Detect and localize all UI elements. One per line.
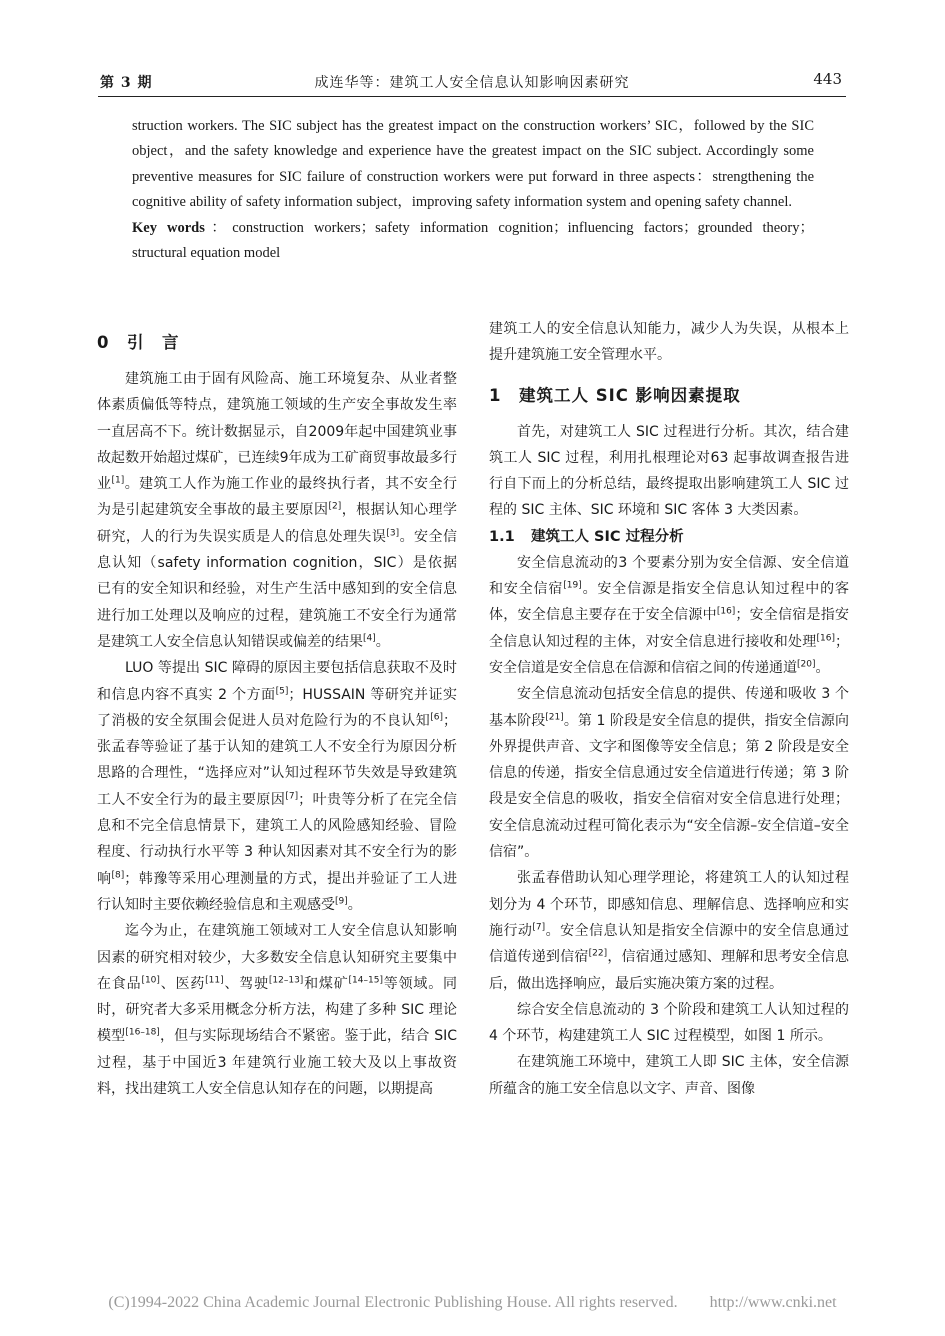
keywords [132,216,814,267]
citation[interactable]: [7] [285,791,299,802]
subsection-paragraph-4: 综合安全信息流动的 3 个阶段和建筑工人认知过程的 4 个环节，构建建筑工人 SIC 过程模型，如图 1 所示。 [489,1001,849,1045]
running-title: 成连华等：建筑工人安全信息认知影响因素研究 [314,75,630,91]
keywords-label: Key words [132,219,205,236]
citation[interactable]: [22] [588,948,608,959]
subsection-heading-1-1 [489,524,849,550]
subsection-paragraph-5: 在建筑施工环境中，建筑工人即 SIC 主体，安全信源所蕴含的施工安全信息以文字、声音、图像 [489,1054,849,1097]
intro-continuation: 建筑工人的安全信息认知能力，减少人为失误，从根本上提升建筑施工安全管理水平。 [489,321,849,364]
page-number: 443 [813,70,842,88]
issue-number: 第 3 期 [100,75,153,91]
right-column [489,316,849,1102]
citation[interactable]: [10] [141,975,160,986]
citation[interactable]: [16] [716,606,736,617]
citation[interactable]: [1] [111,475,125,486]
citation[interactable]: [6] [430,712,443,723]
citation[interactable]: [12–13] [268,975,304,986]
subsection-title: 建筑工人 SIC 过程分析 [531,528,684,545]
subsection-paragraph-2: 安全信息流动包括安全信息的提供、传递和吸收 3 个基本阶段[21]。第 1 阶段是安全信息的提供，指安全信源向外界提供声音、文字和图像等安全信息；第 2 阶段是安全信息的传递，指安全信息通过安全信道进行传递；第 3 阶段是安全信息的吸收，指安全信宿对安全信息进行处理；安全信息流动过程可简化表示为“安全信源–安全信道–安全信宿”。 [489,686,850,861]
citation[interactable]: [9] [335,896,348,907]
citation[interactable]: [7] [532,922,546,933]
subsection-paragraph-1: 安全信息流动的3 个要素分别为安全信源、安全信道和安全信宿[19]。安全信源是指安全信息认知过程中的客体，安全信息主要存在于安全信源中[16]；安全信宿是指安全信息认知过程的主体，对安全信息进行接收和处理[16]；安全信道是安全信息在信源和信宿之间的传递通道[20]。 [489,554,850,676]
section-title: 引 言 [127,333,180,352]
keywords-text: ：construction workers；safety information cognition；influencing factors；grounded theory；structural equation model [132,219,814,262]
citation[interactable]: [4] [363,633,376,644]
citation[interactable]: [5] [275,685,289,696]
left-column [97,316,457,1102]
copyright-footer: (C)1994-2022 China Academic Journal Electronic Publishing House. All rights reserved. http://www.cnki.net [108,1294,837,1311]
citation[interactable]: [3] [386,528,400,539]
english-abstract [132,114,814,266]
intro-paragraph-3: 迄今为止，在建筑施工领域对工人安全信息认知影响因素的研究相对较少，大多数安全信息认知研究主要集中在食品[10]、医药[11]、驾驶[12–13]和煤矿[14–15]等领域。同时，研究者大多采用概念分析方法，构建了多种 SIC 理论模型[16–18]，但与实际现场结合不紧密。鉴于此，结合 SIC 过程，基于中国近3 年建筑行业施工较大及以上事故资料，找出建筑工人安全信息认知存在的问题，以期提高 [97,923,458,1098]
intro-paragraph-1: 建筑施工由于固有风险高、施工环境复杂、从业者整体素质偏低等特点，建筑施工领域的生产安全事故发生率一直居高不下。统计数据显示，自2009年起中国建筑业事故起数开始超过煤矿，已连续9年成为工矿商贸事故最多行业[1]。建筑工人作为施工作业的最终执行者，其不安全行为是引起建筑安全事故的最主要原因[2]，根据认知心理学研究，人的行为失误实质是人的信息处理失误[3]。安全信息认知（safety information cognition，SIC）是依据已有的安全知识和经验，对生产生活中感知到的安全信息进行加工处理以及响应的过程，建筑施工不安全行为通常是建筑工人安全信息认知错误或偏差的结果[4]。 [97,371,457,650]
citation[interactable]: [16] [816,633,835,644]
citation[interactable]: [14–15] [348,975,383,986]
citation[interactable]: [19] [563,580,582,591]
citation[interactable]: [21] [545,711,564,722]
citation[interactable]: [8] [111,869,125,880]
section-heading-1 [489,383,849,409]
citation[interactable]: [2] [328,501,342,512]
citation[interactable]: [11] [205,975,224,986]
section-number: 0 [97,333,110,352]
section-title: 建筑工人 SIC 影响因素提取 [519,385,741,405]
subsection-paragraph-3: 张孟春借助认知心理学理论，将建筑工人的认知过程划分为 4 个环节，即感知信息、理解信息、选择响应和实施行动[7]。安全信息认知是指安全信源中的安全信息通过信道传递到信宿[22]，信宿通过感知、理解和思考安全信息后，做出选择响应，最后实施决策方案的过程。 [489,870,849,992]
section-number: 1 [489,385,502,405]
section1-paragraph-1: 首先，对建筑工人 SIC 过程进行分析。其次，结合建筑工人 SIC 过程，利用扎根理论对63 起事故调查报告进行自下而上的分析总结，最终提取出影响建筑工人 SIC 过程的 SIC 主体、SIC 环境和 SIC 客体 3 大类因素。 [489,423,849,519]
subsection-number: 1.1 [489,528,515,545]
intro-paragraph-2: LUO 等提出 SIC 障碍的原因主要包括信息获取不及时和信息内容不真实 2 个方面[5]；HUSSAIN 等研究并证实了消极的安全氛围会促进人员对危险行为的不良认知[6]；张孟春等验证了基于认知的建筑工人不安全行为原因分析思路的合理性，“选择应对”认知过程环节失效是导致建筑工人不安全行为的最主要原因[7]；叶贵等分析了在完全信息和不完全信息情景下，建筑工人的风险感知经验、冒险程度、行动执行水平等 3 种认知因素对其不安全行为的影响[8]；韩豫等采用心理测量的方式，提出并验证了工人进行认知时主要依赖经验信息和主观感受[9]。 [97,660,458,913]
section-heading-introduction [97,330,457,356]
running-header [98,70,846,97]
abstract-text: struction workers. The SIC subject has the greatest impact on the construction workers’ SIC，followed by the SIC object，and the safety knowledge and experience have the greatest impact on the SIC subject. Accordingly some preventive measures for SIC failure of construction workers were put forward in three aspects：strengthening the cognitive ability of safety information subject，improving safety information system and opening safety channel. [132,118,814,211]
citation[interactable]: [20] [797,659,816,670]
citation[interactable]: [16–18] [125,1027,160,1038]
